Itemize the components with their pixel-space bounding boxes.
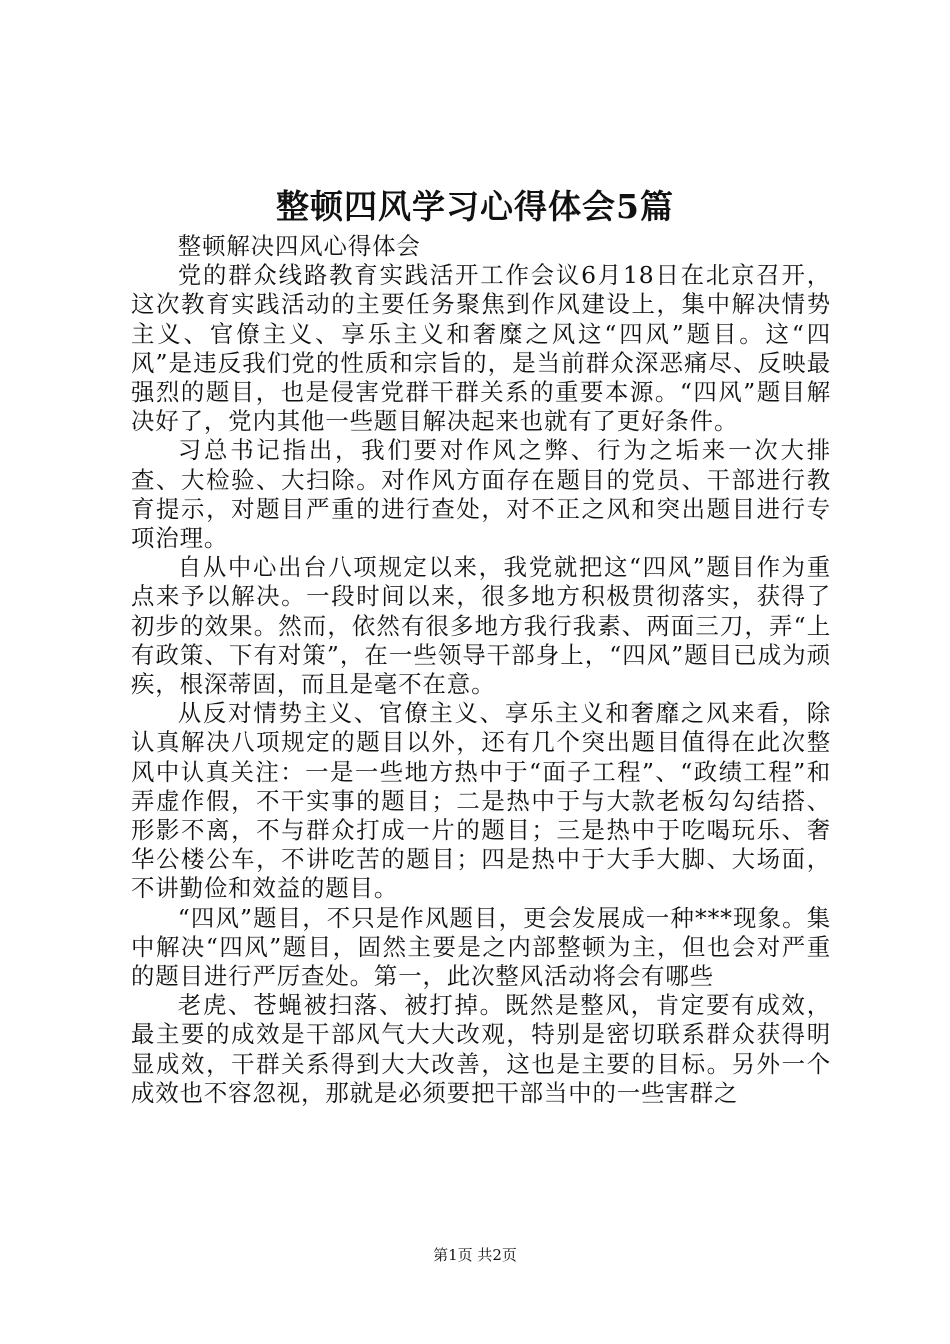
paragraph-3: 自从中心出台八项规定以来，我党就把这“四风”题目作为重点来予以解决。一段时间以来，很多地方积极贯彻落实，获得了初步的效果。然而，依然有很多地方我行我素、两面三刀，弄“上有政策、下有对策”，在一些领导干部身上，“四风”题目已成为顽疾，根深蒂固，而且是毫不在意。 — [131, 553, 831, 699]
paragraph-5: “四风”题目，不只是作风题目，更会发展成一种***现象。集中解决“四风”题目，固然主要是之内部整顿为主，但也会对严重的题目进行严厉查处。第一，此次整风活动将会有哪些 — [131, 903, 831, 991]
page-title: 整顿四风学习心得体会5篇 — [276, 187, 674, 226]
paragraph-6: 老虎、苍蝇被扫落、被打掉。既然是整风，肯定要有成效，最主要的成效是干部风气大大改观，特别是密切联系群众获得明显成效，干群关系得到大大改善，这也是主要的目标。另外一个成效也不容忽视，那就是必须要把干部当中的一些害群之 — [131, 991, 831, 1107]
paragraph-4: 从反对情势主义、官僚主义、享乐主义和奢靡之风来看，除认真解决八项规定的题目以外，还有几个突出题目值得在此次整风中认真关注：一是一些地方热中于“面子工程”、“政绩工程”和弄虚作假，不干实事的题目；二是热中于与大款老板勾勾结搭、形影不离，不与群众打成一片的题目；三是热中于吃喝玩乐、奢华公楼公车，不讲吃苦的题目；四是热中于大手大脚、大场面，不讲勤俭和效益的题目。 — [131, 699, 831, 903]
document-body — [131, 232, 831, 1108]
paragraph-2: 习总书记指出，我们要对作风之弊、行为之垢来一次大排查、大检验、大扫除。对作风方面存在题目的党员、干部进行教育提示，对题目严重的进行查处，对不正之风和突出题目进行专项治理。 — [131, 436, 831, 553]
section-subtitle: 整顿解决四风心得体会 — [177, 232, 421, 260]
page-number-footer: 第1页 共2页 — [433, 1246, 517, 1264]
paragraph-1: 党的群众线路教育实践活开工作会议6月18日在北京召开，这次教育实践活动的主要任务聚焦到作风建设上，集中解决情势主义、官僚主义、享乐主义和奢糜之风这“四风”题目。这“四风”是违反我们党的性质和宗旨的，是当前群众深恶痛尽、反映最强烈的题目，也是侵害党群干群关系的重要本源。“四风”题目解决好了，党内其他一些题目解决起来也就有了更好条件。 — [131, 261, 831, 436]
